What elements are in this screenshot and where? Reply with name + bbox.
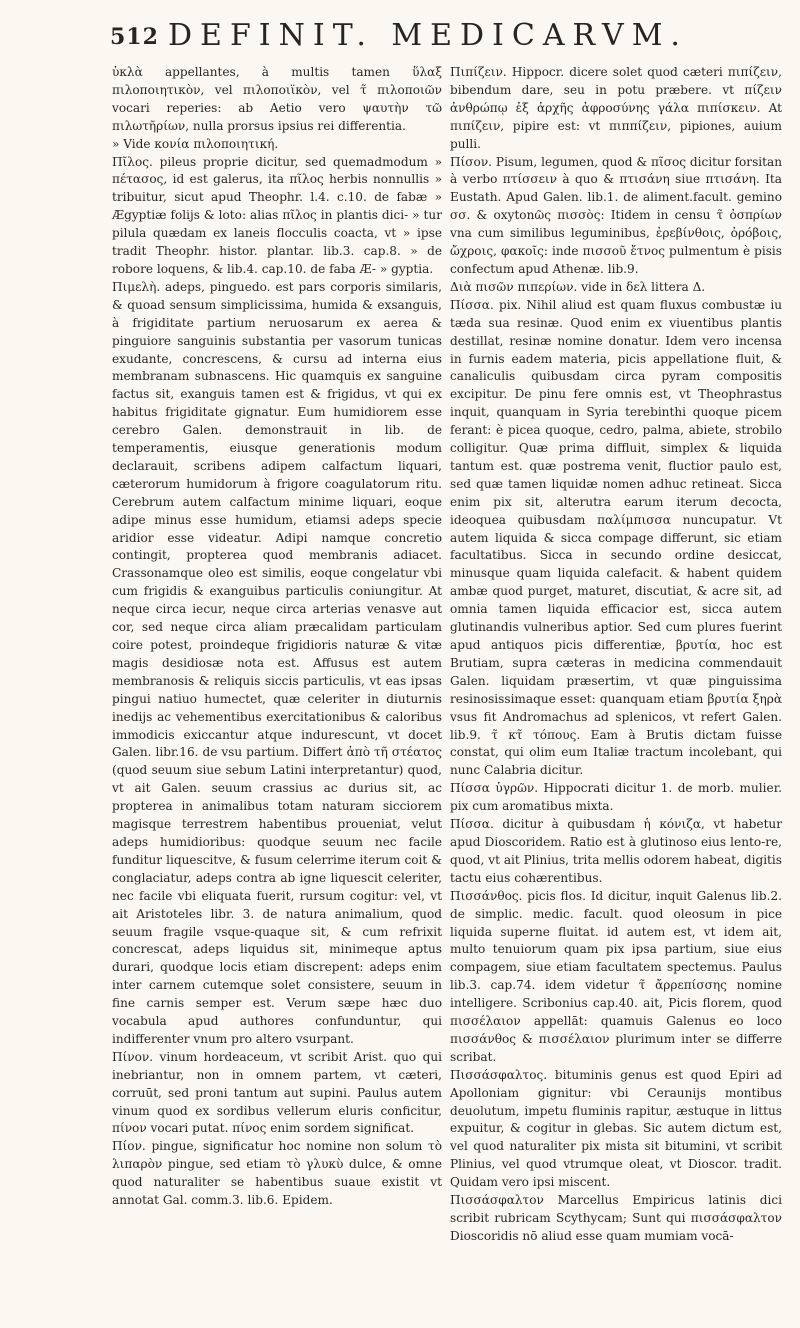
- dictionary-entry: Πίνον. vinum hordeaceum, vt scribit Arist. quo qui inebriantur, non in omnem partem, vt cæteri, corruūt, sed proni tantum aut supini. Paulus autem vinum quod ex sordibus vellerum eluris conficitur, πίνον vocari putat. πίνος enim sordem significat.: [112, 1049, 442, 1136]
- left-column: [112, 64, 442, 1210]
- right-column: [450, 64, 782, 1246]
- dictionary-entry: Διὰ πισῶν πιπερίων. vide in δελ littera Δ.: [450, 279, 706, 294]
- dictionary-entry: Πισσάσφαλτος. bituminis genus est quod Epiri ad Apolloniam gignitur: vbi Ceraunijs montibus deuolutum, impetu fluminis rapitur, æstuque in littus expuitur, & cogitur in glebas. Sic autem dictum est, vel quod naturaliter pix mista sit bitumini, vt scribit Plinius, vel quod vtrumque oleat, vt Dioscor. tradit. Quidam vero ipsi miscent.: [450, 1067, 782, 1190]
- dictionary-entry: Πιπίζειν. Hippocr. dicere solet quod cæteri πιπίζειν, bibendum dare, seu in potu præbere. vt πίζειν ἀνθρώπῳ ἐξ ἀρχῆς ἀφροσύνης γάλα πιπίσκειν. At πιπίζειν, pipire est: vt πιππίζειν, pipiones, auium pulli.: [450, 65, 782, 151]
- dictionary-entry: Πιμελὴ. adeps, pinguedo. est pars corporis similaris, & quoad sensum simplicissima, humida & exsanguis, à frigiditate partium neruosarum ex aerea & pinguiore sanguinis substantia per vasorum tunicas exudante, concrescens, & cursu ad interna eius membranam subnascens. Hic quamquis ex sanguine factus sit, exanguis tamen est & frigidus, vt qui ex habitus frigiditate gignatur. Eum humidiorem esse cerebro Galen. demonstrauit in lib. de temperamentis, eiusque generationis modum declarauit, scribens adipem calfactum liquari, cæterorum humidorum à frigore coagulatorum ritu. Cerebrum autem calfactum minime liquari, eoque adipe minus esse humidum, etiamsi adeps specie aridior esse videatur. Adipi namque concretio contingit, propterea quod membranis adiacet. Crassonamque oleo est similis, eoque congelatur vbi cum frigidis & exanguibus particulis coniungitur. At neque circa iecur, neque circa arterias venasve aut cor, sed neque circa aliam præcalidam particulam coire potest, proindeque frigidioris naturæ & vitæ magis desidiosæ nota est. Affusus est autem membranosis & reliquis siccis particulis, vt eas ipsas pingui natiuo humectet, quæ celeriter in diuturnis inedijs ac vehementibus exercitationibus & caloribus immodicis exiccantur atque indurescunt, vt docet Galen. libr.16. de vsu partium. Differt ἀπὸ τῆ στέατος (quod seuum siue sebum Latini interpretantur) quod, vt ait Galen. seuum crassius ac durius sit, ac propterea in animalibus totam naturam sicciorem magisque terrestrem habentibus proueniat, velut adeps humidioribus: quodque seuum nec facile funditur liquescitve, & fusum celerrime iterum coit & conglaciatur, adeps contra ab igne liquescit celeriter, nec facile vbi eliquata fuerit, rursum cogitur: vel, vt ait Aristoteles libr. 3. de natura animalium, quod seuum fragile vsque-quaque sit, & cum refrixit concrescat, adeps liquidus sit, minimeque aptus durari, quodque locis etiam discrepent: adeps enim inter carnem cutemque solet consistere, seuum in fine carnis semper est. Verum sæpe hæc duo vocabula apud authores confunduntur, qui indifferenter vnum pro altero vsurpant.: [112, 279, 442, 1046]
- dictionary-entry: Πῖλος. pileus proprie dicitur, sed quemadmodum » πέτασος, id est galerus, ita πῖλος herbis nonnullis » tribuitur, sicut apud Theophr. l.4. c.10. de fabæ » Ægyptiæ folijs & loto: alias πῖλος in plantis dici- » tur pilula quædam ex laneis flocculis coacta, vt » ipse tradit Theophr. histor. plantar. lib.3. cap.8. » de robore loquens, & lib.4. cap.10. de faba Æ- » gyptia.: [112, 154, 442, 276]
- dictionary-entry: Πίσσα. pix. Nihil aliud est quam fluxus combustæ iu tæda sua resinæ. Quod enim ex viuentibus plantis destillat, resinæ nomine donatur. Idem vero incensa in furnis eadem materia, picis appellatione fluit, & canaliculis quibusdam circa pyram compositis excipitur. De pinu fere omnis est, vt Theophrastus inquit, quanquam in Syria terebinthi quoque picem ferant: è picea quoque, cedro, palma, abiete, strobilo colligitur. Quæ prima diffluit, simplex & liquida tantum est. quæ postrema venit, fluctior paulo est, sed quæ tamen liquidæ nomen adhuc retineat. Sicca enim pix sit, alterutra earum iterum decocta, ideoquea quibusdam παλίμπισσα nuncupatur. Vt autem liquida & sicca compage differunt, sic etiam facultatibus. Sicca in secundo ordine desiccat, minusque quam liquida calefacit. & habent quidem ambæ quod purget, maturet, discutiat, & acre sit, ad omnia tamen liquida efficacior est, sicca autem glutinandis vulneribus aptior. Sed cum plures fuerint apud antiquos picis differentiæ, βρυτία, hoc est Brutiam, supra cæteras in medicina commendauit Galen. liquidam præsertim, vt quæ pinguissima resinosissimaque esset: quanquam etiam βρυτία ξηρὰ vsus fit Andromachus ad splenicos, vt refert Galen. lib.9. τ̃ κτ̃ τόπους. Eam à Brutis dictam fuisse constat, qui olim eum Italiæ tractum incolebant, qui nunc Calabria dicitur.: [450, 297, 782, 778]
- page-number: 512: [110, 24, 159, 50]
- dictionary-entry: ὑκλὰ appellantes, à multis tamen ὕλαξ πιλοποιητικὸν, vel πιλοποιϊκὸν, vel τ̃ πιλοποιῶν vocari reperies: ab Aetio vero ψαυτὴν τῶ πιλωτῆρίων, nulla prorsus ipsius rei differentia.: [112, 65, 442, 133]
- dictionary-entry: » Vide κονία πιλοποιητική.: [112, 136, 279, 151]
- dictionary-entry: Πισσάσφαλτον Marcellus Empiricus latinis dici scribit rubricam Scythycam; Sunt qui πισσάσφαλτον Dioscoridis nō aliud esse quam mumiam vocā-: [450, 1193, 782, 1243]
- dictionary-entry: Πίον. pingue, significatur hoc nomine non solum τὸ λιπαρὸν pingue, sed etiam τὸ γλυκὺ dulce, & omne quod naturaliter se habentibus suaue existit vt annotat Gal. comm.3. lib.6. Epidem.: [112, 1139, 442, 1208]
- dictionary-entry: Πίσσα ὑγρῶν. Hippocrati dicitur 1. de morb. mulier. pix cum aromatibus mixta.: [450, 781, 782, 814]
- dictionary-entry: Πίσσα. dicitur à quibusdam ἡ κόνιζα, vt habetur apud Dioscoridem. Ratio est à glutinoso eius lento-re, quod, vt ait Plinius, trita mellis odorem habeat, digitis tactu eius cohærentibus.: [450, 817, 782, 885]
- page-header: [110, 18, 790, 54]
- running-title: DEFINIT. MEDICARVM.: [168, 18, 688, 53]
- dictionary-entry: Πίσον. Pisum, legumen, quod & πῖσος dicitur forsitan à verbo πτίσσειν à quo & πτισάνη siue πτισάνη. Ita Eustath. Apud Galen. lib.1. de aliment.facult. gemino σσ. & oxytonῶς πισσὸς: Itidem in censu τ̃ ὀσπρίων vna cum similibus leguminibus, ἐρεβίνθοις, ὀρόβοις, ὤχροις, φακοῖς: inde πισσοῦ ἔτνος pulmentum è pisis confectum apud Athenæ. lib.9.: [450, 154, 782, 276]
- dictionary-entry: Πισσάνθος. picis flos. Id dicitur, inquit Galenus lib.2. de simplic. medic. facult. quod oleosum in pice liquida superne fluitat. id autem est, vt idem ait, multo tenuiorum quam pix ipsa partium, siue eius compagem, siue etiam facultatem spectemus. Paulus lib.3. cap.74. idem videtur τ̃ ἄρρεπίσσης nomine intelligere. Scribonius cap.40. ait, Picis florem, quod πισσέλαιον appellāt: quamuis Galenus eo loco πισσάνθος & πισσέλαιον plurimum inter se differre scribat.: [450, 888, 782, 1064]
